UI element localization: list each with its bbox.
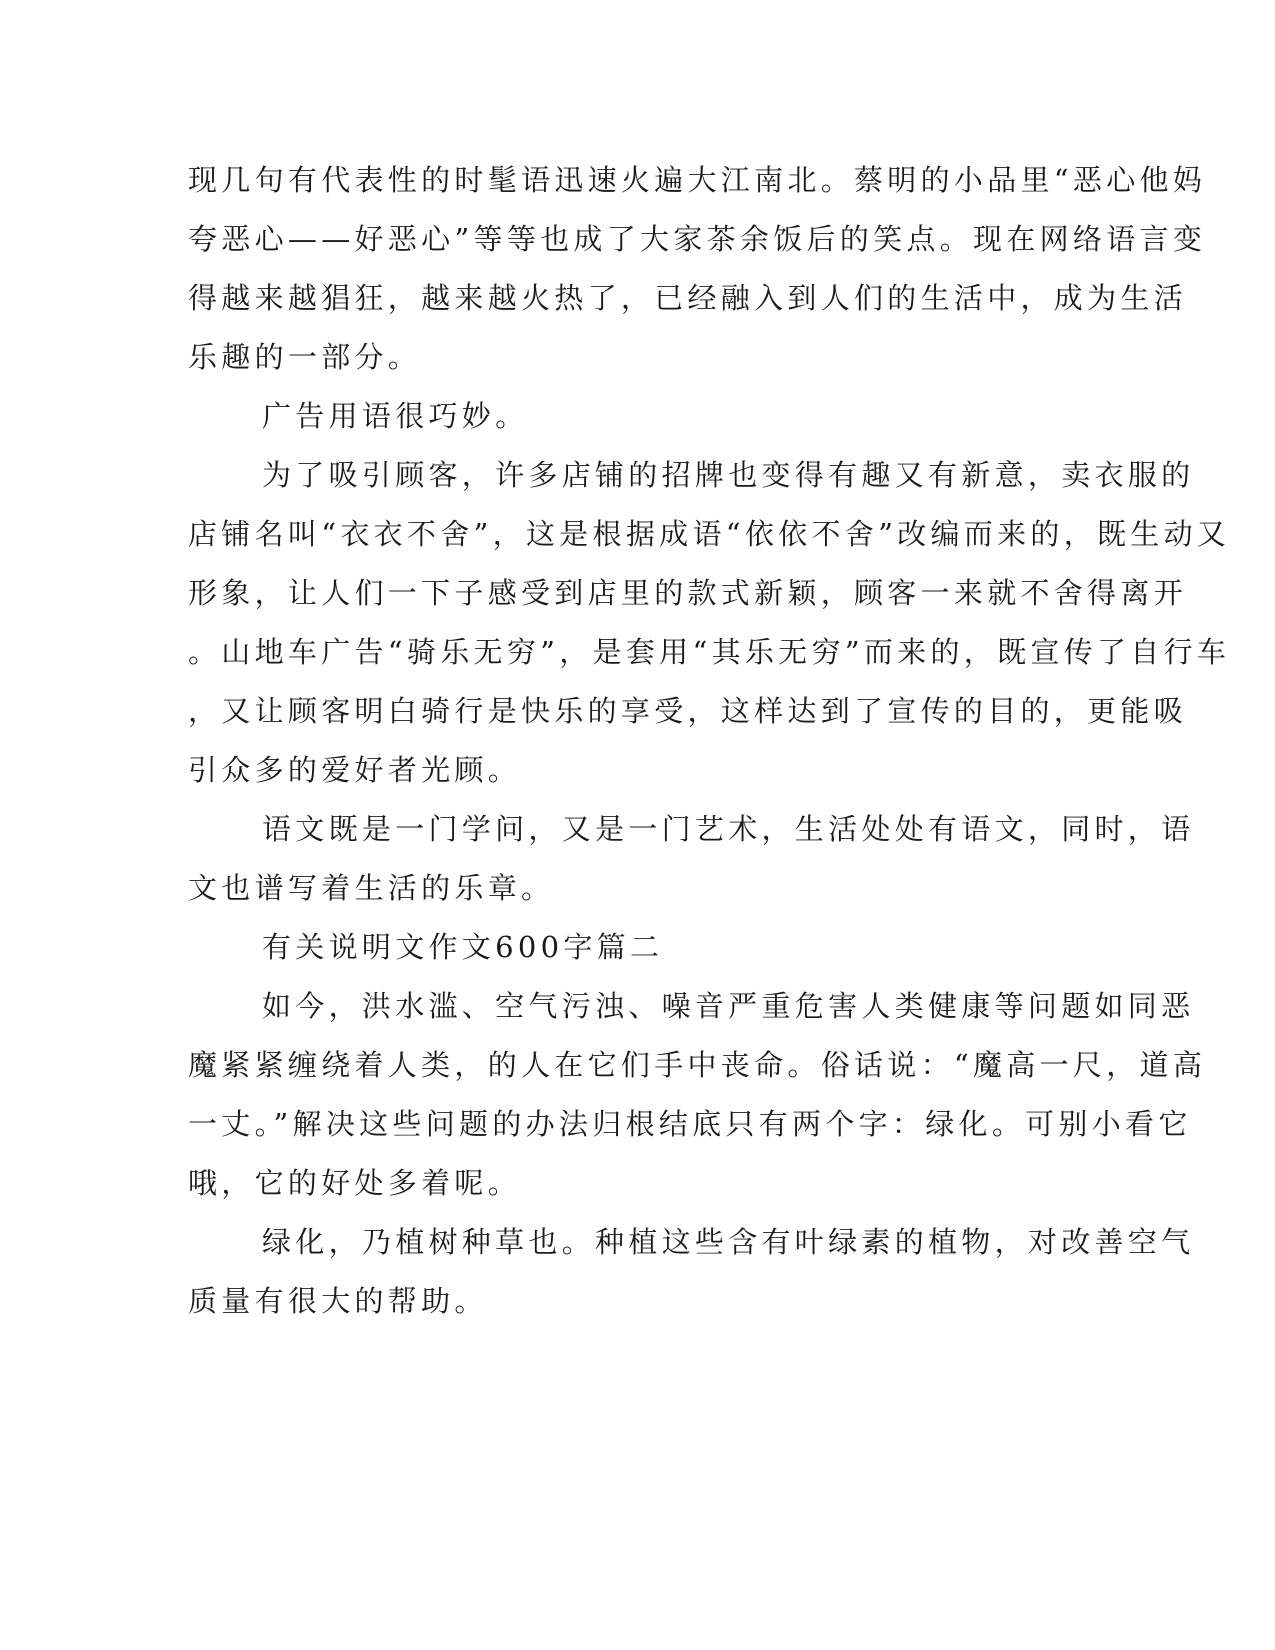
text-line-5: 广告用语很巧妙。 [262, 399, 529, 433]
text-line-4: 乐趣的一部分。 [188, 340, 422, 374]
text-line-19: 绿化，乃植树种草也。种植这些含有叶绿素的植物，对改善空气 [262, 1225, 1195, 1259]
text-line-20: 质量有很大的帮助。 [188, 1284, 488, 1318]
text-line-8: 形象，让人们一下子感受到店里的款式新颖，顾客一来就不舍得离开 [188, 576, 1188, 610]
text-line-7: 店铺名叫“衣衣不舍”，这是根据成语“依依不舍”改编而来的，既生动又 [188, 517, 1231, 551]
text-line-17: 一丈。”解决这些问题的办法归根结底只有两个字：绿化。可别小看它 [188, 1107, 1192, 1141]
text-line-1: 现几句有代表性的时髦语迅速火遍大江南北。蔡明的小品里“恶心他妈 [188, 163, 1207, 197]
text-line-15: 如今，洪水滥、空气污浊、噪音严重危害人类健康等问题如同恶 [262, 989, 1195, 1023]
text-line-11: 引众多的爱好者光顾。 [188, 753, 522, 787]
text-line-16: 魔紧紧缠绕着人类，的人在它们手中丧命。俗话说：“魔高一尺，道高 [188, 1048, 1207, 1082]
text-line-13: 文也谱写着生活的乐章。 [188, 871, 555, 905]
text-line-2: 夸恶心——好恶心”等等也成了大家茶余饭后的笑点。现在网络语言变 [188, 222, 1207, 256]
text-line-14: 有关说明文作文600字篇二 [262, 930, 664, 964]
text-line-6: 为了吸引顾客，许多店铺的招牌也变得有趣又有新意，卖衣服的 [262, 458, 1195, 492]
text-line-12: 语文既是一门学问，又是一门艺术，生活处处有语文，同时，语 [262, 812, 1195, 846]
text-line-9: 。山地车广告“骑乐无穷”，是套用“其乐无穷”而来的，既宣传了自行车 [188, 635, 1231, 669]
text-line-10: ，又让顾客明白骑行是快乐的享受，这样达到了宣传的目的，更能吸 [188, 694, 1188, 728]
text-line-3: 得越来越猖狂，越来越火热了，已经融入到人们的生活中，成为生活 [188, 281, 1188, 315]
text-line-18: 哦，它的好处多着呢。 [188, 1166, 522, 1200]
